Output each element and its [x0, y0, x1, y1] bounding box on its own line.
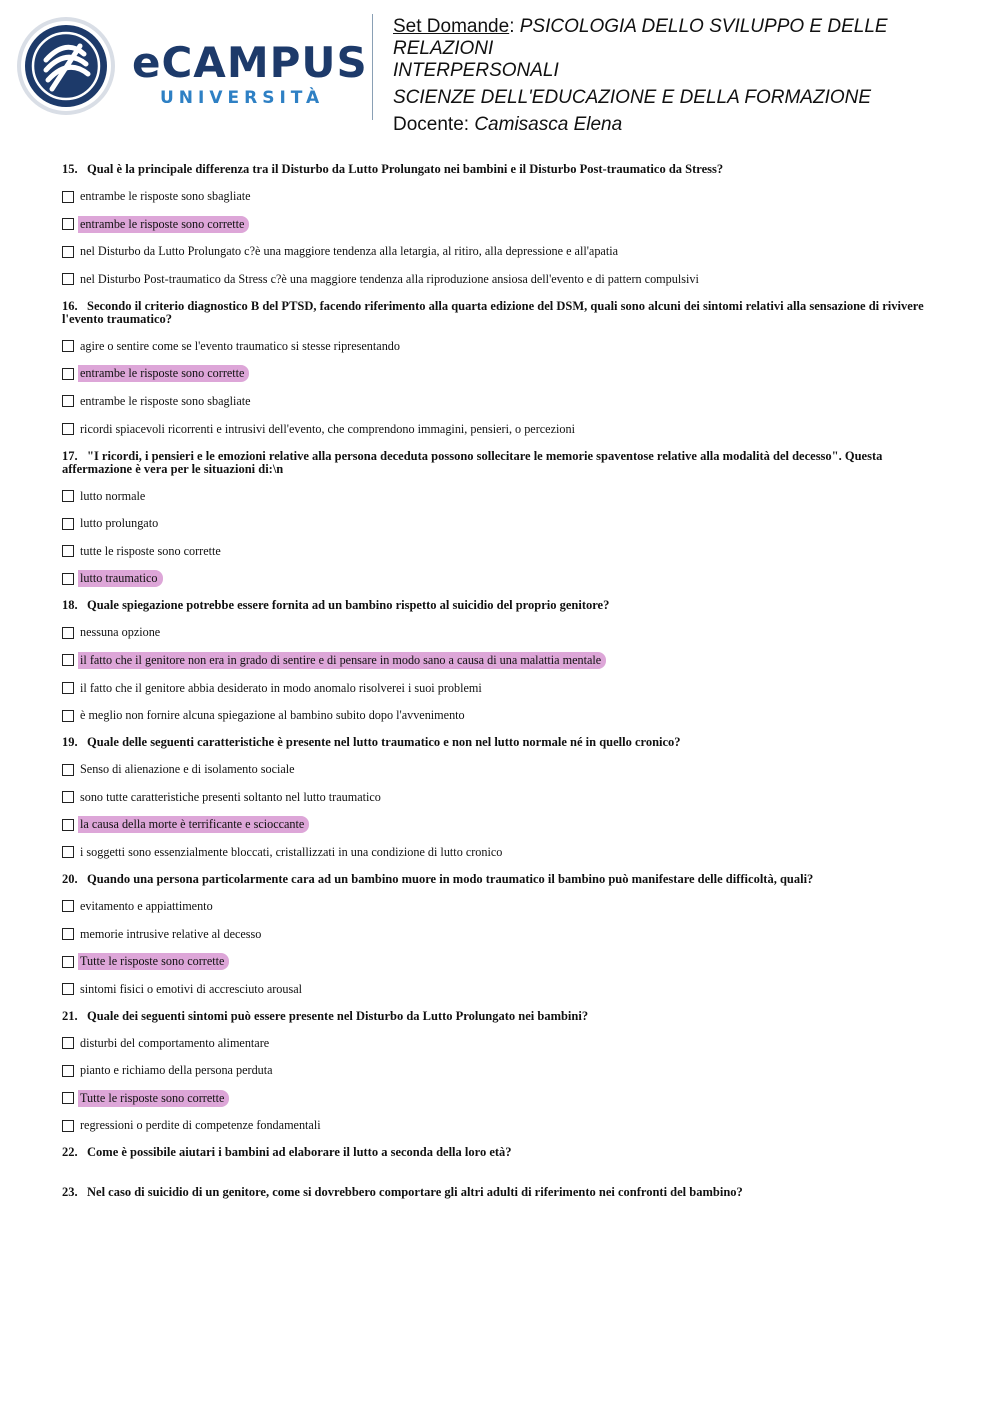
question-23	[62, 1186, 942, 1199]
question-body: Quale delle seguenti caratteristiche è presente nel lutto traumatico e non nel lutto normale né in quello cronico?	[87, 735, 681, 750]
answer-label: entrambe le risposte sono sbagliate	[80, 393, 251, 408]
checkbox-icon[interactable]	[62, 983, 74, 995]
answer-option[interactable]	[62, 790, 942, 805]
answer-label: i soggetti sono essenzialmente bloccati, cristallizzati in una condizione di lutto cronico	[80, 844, 503, 859]
answer-option[interactable]	[62, 489, 942, 504]
page-header	[0, 0, 1000, 135]
question-number: 16.	[62, 298, 78, 313]
question-text	[62, 873, 942, 886]
answer-option[interactable]	[62, 272, 942, 287]
question-20	[62, 873, 942, 997]
answer-option[interactable]	[62, 1063, 942, 1078]
answer-label: pianto e richiamo della persona perduta	[80, 1063, 273, 1078]
faculty-name: SCIENZE DELL'EDUCAZIONE E DELLA FORMAZIONE	[393, 87, 872, 108]
set-title-2: INTERPERSONALI	[393, 60, 559, 81]
checkbox-icon[interactable]	[62, 764, 74, 776]
header-divider	[372, 14, 373, 120]
logo-subtitle: UNIVERSITÀ	[160, 88, 325, 108]
question-body: Quale spiegazione potrebbe essere fornita ad un bambino rispetto al suicidio del proprio genitore?	[87, 598, 610, 613]
answer-label: regressioni o perdite di competenze fondamentali	[80, 1118, 321, 1133]
checkbox-icon[interactable]	[62, 191, 74, 203]
checkbox-icon[interactable]	[62, 518, 74, 530]
answer-label-highlighted: il fatto che il genitore non era in grado di sentire e di pensare in modo sano a causa di una malattia mentale	[78, 652, 606, 669]
answer-option[interactable]	[62, 544, 942, 559]
answer-option[interactable]	[62, 366, 942, 381]
question-body: Quando una persona particolarmente cara ad un bambino muore in modo traumatico il bambino può manifestare delle difficoltà, quali?	[87, 871, 814, 886]
answer-option[interactable]	[62, 954, 942, 969]
question-text	[62, 599, 942, 612]
answer-option[interactable]	[62, 189, 942, 204]
answer-option[interactable]	[62, 653, 942, 668]
question-text	[62, 1146, 942, 1159]
question-number: 18.	[62, 598, 78, 613]
answer-option[interactable]	[62, 817, 942, 832]
answer-option[interactable]	[62, 899, 942, 914]
answer-option[interactable]	[62, 1091, 942, 1106]
docente-name: Camisasca Elena	[474, 114, 623, 135]
answer-label-highlighted: lutto traumatico	[78, 570, 163, 587]
question-body: Come è possibile aiutari i bambini ad elaborare il lutto a seconda della loro età?	[87, 1145, 512, 1160]
answer-option[interactable]	[62, 1036, 942, 1051]
question-18	[62, 599, 942, 723]
answer-option[interactable]	[62, 762, 942, 777]
answer-option[interactable]	[62, 708, 942, 723]
question-body: "I ricordi, i pensieri e le emozioni relative alla persona deceduta possono sollecitare le memorie spaventose relative alla modalità del decesso". Questa affermazione è vera per le situazioni di:\n	[62, 448, 883, 476]
answer-label: ricordi spiacevoli ricorrenti e intrusivi dell'evento, che comprendono immagini, pensieri, o percezioni	[80, 421, 575, 436]
checkbox-icon[interactable]	[62, 340, 74, 352]
question-21	[62, 1010, 942, 1134]
answer-option[interactable]	[62, 625, 942, 640]
checkbox-icon[interactable]	[62, 900, 74, 912]
checkbox-icon[interactable]	[62, 819, 74, 831]
answer-label-highlighted: entrambe le risposte sono corrette	[78, 365, 249, 382]
question-body: Qual è la principale differenza tra il Disturbo da Lutto Prolungato nei bambini e il Disturbo Post-traumatico da Stress?	[87, 162, 724, 176]
checkbox-icon[interactable]	[62, 791, 74, 803]
logo-wordmark: eCAMPUS	[132, 38, 368, 87]
set-label: Set Domande	[393, 16, 510, 37]
question-text	[62, 450, 942, 476]
question-list	[62, 163, 942, 1226]
answer-label: memorie intrusive relative al decesso	[80, 926, 262, 941]
answer-option[interactable]	[62, 217, 942, 232]
question-19	[62, 736, 942, 860]
answer-label: nel Disturbo da Lutto Prolungato c?è una maggiore tendenza alla letargia, al ritiro, alla depressione e all'apatia	[80, 244, 619, 259]
checkbox-icon[interactable]	[62, 1037, 74, 1049]
checkbox-icon[interactable]	[62, 395, 74, 407]
answer-option[interactable]	[62, 516, 942, 531]
checkbox-icon[interactable]	[62, 1120, 74, 1132]
question-body: Nel caso di suicidio di un genitore, come si dovrebbero comportare gli altri adulti di riferimento nei confronti del bambino?	[87, 1185, 743, 1200]
question-body: Quale dei seguenti sintomi può essere presente nel Disturbo da Lutto Prolungato nei bambini?	[87, 1008, 589, 1023]
checkbox-icon[interactable]	[62, 423, 74, 435]
answer-label: evitamento e appiattimento	[80, 898, 213, 913]
answer-label: nel Disturbo Post-traumatico da Stress c?è una maggiore tendenza alla riproduzione ansiosa dell'evento e di pattern compulsivi	[80, 271, 699, 286]
answer-option[interactable]	[62, 982, 942, 997]
checkbox-icon[interactable]	[62, 218, 74, 230]
answer-option[interactable]	[62, 244, 942, 259]
checkbox-icon[interactable]	[62, 273, 74, 285]
question-22	[62, 1146, 942, 1159]
checkbox-icon[interactable]	[62, 928, 74, 940]
answer-label: lutto normale	[80, 488, 146, 503]
question-text	[62, 1010, 942, 1023]
question-text	[62, 736, 942, 749]
checkbox-icon[interactable]	[62, 682, 74, 694]
question-body: Secondo il criterio diagnostico B del PTSD, facendo riferimento alla quarta edizione del DSM, quali sono alcuni dei sintomi relativi alla sensazione di rivivere l'evento traumatico?	[62, 298, 924, 326]
docente-line	[393, 114, 993, 136]
checkbox-icon[interactable]	[62, 1065, 74, 1077]
question-text	[62, 163, 942, 176]
answer-option[interactable]	[62, 845, 942, 860]
checkbox-icon[interactable]	[62, 573, 74, 585]
question-17	[62, 450, 942, 587]
answer-label: nessuna opzione	[80, 625, 161, 640]
checkbox-icon[interactable]	[62, 956, 74, 968]
answer-option[interactable]	[62, 927, 942, 942]
answer-option[interactable]	[62, 339, 942, 354]
answer-option[interactable]	[62, 681, 942, 696]
question-text	[62, 1186, 942, 1199]
answer-option[interactable]	[62, 1118, 942, 1133]
question-number: 21.	[62, 1008, 78, 1023]
checkbox-icon[interactable]	[62, 490, 74, 502]
question-15	[62, 163, 942, 287]
set-line: Set Domande: PSICOLOGIA DELLO SVILUPPO E DELLE RELAZIONI	[393, 16, 888, 59]
checkbox-icon[interactable]	[62, 654, 74, 666]
answer-label: sintomi fisici o emotivi di accresciuto arousal	[80, 981, 303, 996]
set-title-1: PSICOLOGIA DELLO SVILUPPO E DELLE RELAZIONI	[393, 16, 888, 59]
answer-label: Senso di alienazione e di isolamento sociale	[80, 762, 295, 777]
checkbox-icon[interactable]	[62, 1092, 74, 1104]
answer-option[interactable]	[62, 571, 942, 586]
answer-label: disturbi del comportamento alimentare	[80, 1035, 270, 1050]
answer-option[interactable]	[62, 422, 942, 437]
answer-label-highlighted: Tutte le risposte sono corrette	[78, 953, 229, 970]
question-number: 19.	[62, 735, 78, 750]
header-info	[393, 16, 993, 136]
question-number: 17.	[62, 448, 78, 463]
answer-option[interactable]	[62, 394, 942, 409]
answer-label: lutto prolungato	[80, 516, 159, 531]
checkbox-icon[interactable]	[62, 846, 74, 858]
checkbox-icon[interactable]	[62, 710, 74, 722]
answer-label-highlighted: entrambe le risposte sono corrette	[78, 216, 249, 233]
ecampus-logo-badge-icon	[16, 16, 116, 116]
question-text	[62, 300, 942, 326]
answer-label: il fatto che il genitore abbia desiderato in modo anomalo risolverei i suoi problemi	[80, 680, 482, 695]
question-number: 15.	[62, 162, 78, 176]
question-16	[62, 300, 942, 437]
answer-label: entrambe le risposte sono sbagliate	[80, 189, 251, 203]
answer-label-highlighted: Tutte le risposte sono corrette	[78, 1090, 229, 1107]
question-number: 20.	[62, 871, 78, 886]
answer-label-highlighted: la causa della morte è terrificante e scioccante	[78, 816, 309, 833]
answer-label: tutte le risposte sono corrette	[80, 543, 221, 558]
checkbox-icon[interactable]	[62, 627, 74, 639]
answer-label: agire o sentire come se l'evento traumatico si stesse ripresentando	[80, 338, 400, 353]
question-number: 23.	[62, 1185, 78, 1200]
docente-label: Docente:	[393, 114, 470, 135]
checkbox-icon[interactable]	[62, 545, 74, 557]
question-number: 22.	[62, 1145, 78, 1160]
checkbox-icon[interactable]	[62, 246, 74, 258]
checkbox-icon[interactable]	[62, 368, 74, 380]
answer-label: sono tutte caratteristiche presenti soltanto nel lutto traumatico	[80, 789, 381, 804]
answer-label: è meglio non fornire alcuna spiegazione al bambino subito dopo l'avvenimento	[80, 708, 465, 723]
